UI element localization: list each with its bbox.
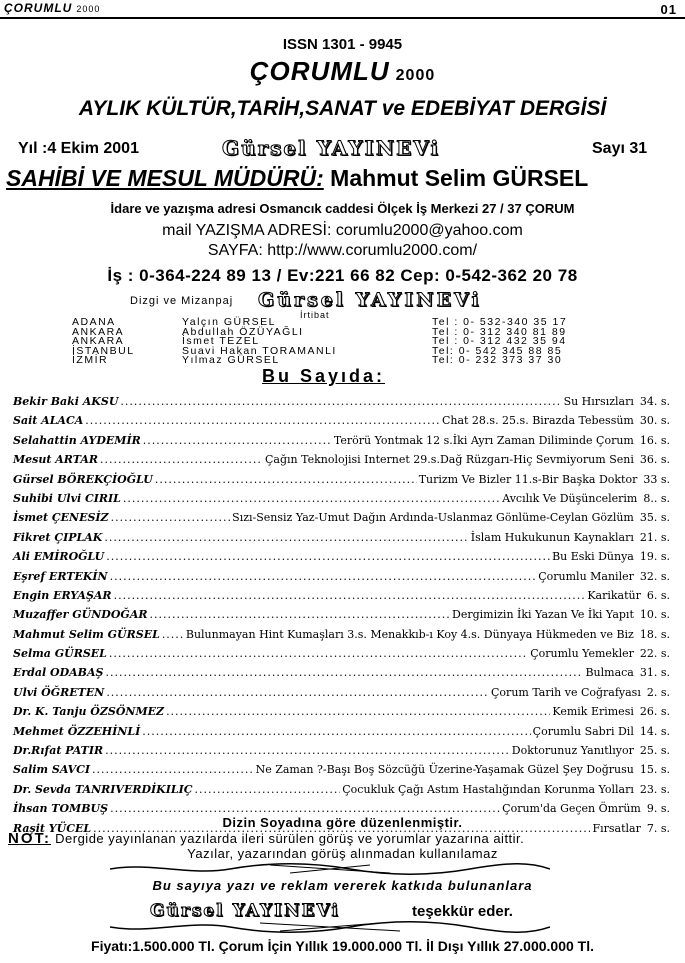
toc-article-title: Bulmaca — [585, 666, 634, 680]
toc-author: Dr.Rıfat PATIR — [13, 744, 104, 758]
toc-page: 34. s. — [639, 395, 670, 408]
thanks-closing: teşekkür eder. — [412, 903, 513, 920]
header-brand-text: ÇORUMLU — [4, 1, 73, 15]
toc-author: İsmet ÇENESİZ — [13, 511, 109, 525]
logo-text: ÇORUMLU — [249, 56, 390, 86]
header-year: 2000 — [76, 4, 101, 14]
toc-row[interactable] — [13, 434, 670, 453]
toc-leader — [166, 705, 550, 718]
decorative-swirl-top — [110, 862, 550, 876]
toc-page: 31. s. — [639, 666, 670, 680]
toc-author: Mehmet ÖZZEHİNLİ — [13, 724, 141, 738]
owner-label: SAHİBİ VE MESUL MÜDÜRÜ: — [6, 165, 324, 191]
toc-page: 9. s. — [646, 802, 670, 816]
toc-row[interactable] — [13, 589, 670, 608]
toc-article-title: Chat 28.s. 25.s. Birazda Tebessüm — [441, 414, 634, 428]
toc-leader — [106, 686, 489, 699]
toc-leader — [100, 453, 263, 466]
toc-leader — [110, 570, 537, 583]
toc-page: 16. s. — [639, 433, 670, 447]
toc-row[interactable] — [13, 763, 670, 782]
toc-author: Mahmut Selim GÜRSEL — [13, 627, 160, 641]
owner-line — [6, 165, 588, 192]
contact-tel: Tel: 0- 542 345 88 85 — [432, 344, 563, 357]
toc-page: 32. s. — [639, 569, 670, 583]
toc-page: 26. s. — [639, 705, 670, 719]
toc-article-title: Doktorunuz Yanıtlıyor — [511, 744, 634, 758]
toc-leader — [150, 608, 451, 621]
toc-article-title: Su Hırsızları — [563, 395, 634, 408]
toc-article-title: Çağın Teknolojisi Internet 29.s.Dağ Rüzgarı-Hiç Sevmiyorum Seni — [264, 453, 634, 467]
address: İdare ve yazışma adresi Osmancık caddesi Ölçek İş Merkezi 27 / 37 ÇORUM — [110, 201, 575, 216]
table-of-contents — [13, 395, 670, 841]
toc-leader — [85, 414, 440, 427]
toc-row[interactable] — [13, 705, 670, 724]
owner-name: Mahmut Selim GÜRSEL — [330, 165, 589, 191]
toc-row[interactable] — [13, 725, 670, 744]
logo-year: 2000 — [395, 67, 436, 84]
toc-leader — [143, 434, 332, 447]
toc-article-title: Çocukluk Çağı Astım Hastalığından Korunma Yolları — [342, 782, 634, 796]
magazine-subtitle: AYLIK KÜLTÜR,TARİH,SANAT ve EDEBİYAT DERGİSİ — [78, 97, 607, 120]
toc-article-title: Çorumlu Sabri Dil — [532, 724, 634, 738]
toc-author: İhsan TOMBUŞ — [13, 802, 109, 816]
toc-author: Muzaffer GÜNDOĞAR — [13, 608, 148, 622]
toc-author: Engin ERYAŞAR — [13, 588, 112, 602]
contact-name: Abdullah ÖZÜYAĞLI — [182, 325, 304, 338]
issue-year: Yıl :4 Ekim 2001 — [18, 140, 139, 157]
toc-article-title: İslam Hukukunun Kaynakları — [470, 530, 634, 544]
contact-row — [72, 356, 632, 366]
toc-author: Salim SAVCI — [13, 763, 91, 777]
toc-row[interactable] — [13, 492, 670, 511]
toc-row[interactable] — [13, 647, 670, 666]
toc-leader — [111, 511, 231, 524]
not-text: Dergide yayınlanan yazılarda ileri sürülen görüş ve yorumlar yazarına aittir. — [55, 831, 525, 846]
contact-tel: Tel : 0- 312 432 35 94 — [432, 335, 567, 347]
toc-article-title: Turizm Ve Bizler 11.s-Bir Başka Doktor — [418, 472, 638, 486]
not-label: NOT: — [8, 830, 51, 847]
price-line: Fiyatı:1.500.000 Tl. Çorum İçin Yıllık 19.000.000 Tl. İl Dışı Yıllık 27.000.000 Tl. — [91, 938, 594, 954]
toc-article-title: Çorumlu Maniler — [538, 569, 634, 583]
not-note — [8, 830, 524, 847]
contacts-list — [72, 318, 632, 366]
order-note: Dizin Soyadına göre düzenlenmiştir. — [222, 815, 463, 830]
toc-author: Ali EMİROĞLU — [13, 550, 105, 564]
contact-city: İSTANBUL — [72, 344, 135, 357]
toc-row[interactable] — [13, 628, 670, 647]
toc-row[interactable] — [13, 783, 670, 802]
toc-leader — [109, 647, 528, 660]
footer-publisher-logo: Gürsel YAYINEVi — [150, 901, 340, 921]
toc-page: 22. s. — [639, 647, 670, 661]
contact-name: Suavi Hakan TORAMANLI — [182, 344, 337, 357]
toc-author: Dr. Sevda TANRIVERDİKILIÇ — [13, 782, 193, 796]
toc-leader — [142, 725, 530, 738]
toc-page: 2. s. — [646, 685, 670, 699]
toc-article-title: Sızı-Sensiz Yaz-Umut Dağın Ardında-Uslanmaz Gönlüme-Ceylan Gözlüm — [232, 511, 634, 525]
toc-author: Suhibi Ulvi CIRIL — [13, 491, 121, 505]
header-rule — [0, 17, 685, 19]
toc-row[interactable] — [13, 531, 670, 550]
toc-article-title: Dergimizin İki Yazan Ve İki Yapıt — [452, 608, 634, 622]
contact-city: İZMİR — [72, 354, 109, 366]
contact-tel: Tel: 0- 232 373 37 30 — [432, 354, 563, 366]
issn: ISSN 1301 - 9945 — [282, 36, 403, 53]
toc-article-title: Avcılık Ve Düşüncelerim — [502, 491, 638, 505]
toc-leader — [105, 666, 583, 679]
dizgi-label: Dizgi ve Mizanpaj — [130, 295, 234, 307]
page-number: 01 — [660, 2, 677, 17]
irtibat-label: İrtibat — [300, 310, 330, 320]
contact-tel: Tel : 0- 532-340 35 17 — [432, 316, 568, 328]
toc-row[interactable] — [13, 570, 670, 589]
toc-leader — [114, 589, 586, 602]
toc-author: Raşit YÜCEL — [13, 821, 92, 835]
toc-article-title: Çorumlu Yemekler — [530, 647, 634, 661]
toc-article-title: Bulunmayan Hint Kumaşları 3.s. Menakkıb-ı Koy 4.s. Dünyaya Hükmeden ve Biz — [185, 627, 634, 641]
toc-leader — [195, 783, 341, 796]
toc-article-title: Çorum'da Geçen Ömrüm — [502, 802, 641, 816]
toc-author: Erdal ODABAŞ — [13, 666, 104, 680]
toc-article-title: Kemik Erimesi — [552, 705, 634, 719]
toc-author: Eşref ERTEKİN — [13, 569, 108, 583]
toc-article-title: Bu Eski Dünya — [552, 550, 634, 564]
toc-leader — [106, 550, 550, 563]
toc-page: 8.. s. — [643, 491, 670, 505]
dizgi-publisher-logo: Gürsel YAYINEVi — [258, 289, 482, 311]
not-text-2: Yazılar, yazarından görüş alınmadan kullanılamaz — [187, 846, 498, 861]
toc-page: 36. s. — [639, 453, 670, 467]
toc-page: 21. s. — [639, 530, 670, 544]
toc-leader — [92, 763, 254, 776]
toc-article-title: Terörü Yontmak 12 s.İki Ayrı Zaman Diliminde Çorum — [333, 433, 634, 447]
contact-name: Yılmaz GÜRSEL — [182, 354, 280, 366]
publisher-logo: Gürsel YAYINEVi — [222, 136, 441, 160]
toc-page: 25. s. — [639, 744, 670, 758]
toc-article-title: Fırsatlar — [592, 821, 641, 835]
toc-row[interactable] — [13, 395, 670, 414]
toc-page: 23. s. — [639, 782, 670, 796]
magazine-logo — [0, 56, 685, 87]
toc-row[interactable] — [13, 453, 670, 472]
toc-title: Bu Sayıda: — [262, 366, 386, 386]
toc-row[interactable] — [13, 608, 670, 627]
toc-author: Sait ALACA — [13, 414, 84, 428]
toc-article-title: Çorum Tarih ve Coğrafyası — [491, 685, 641, 699]
toc-leader — [120, 395, 561, 408]
toc-author: Gürsel BÖREKÇİOĞLU — [13, 472, 153, 486]
toc-page: 14. s. — [639, 724, 670, 738]
toc-row[interactable] — [13, 414, 670, 433]
contact-city: ANKARA — [72, 335, 125, 347]
toc-row[interactable] — [13, 666, 670, 685]
toc-page: 7. s. — [646, 821, 670, 835]
toc-page: 6. s. — [646, 588, 670, 602]
issue-number: Sayı 31 — [592, 140, 648, 157]
mail-address[interactable]: mail YAZIŞMA ADRESİ: corumlu2000@yahoo.com — [162, 222, 523, 239]
toc-row[interactable] — [13, 686, 670, 705]
toc-leader — [162, 628, 184, 641]
toc-article-title: Ne Zaman ?-Başı Boş Sözcüğü Üzerine-Yaşamak Güzel Şey Doğrusu — [255, 763, 634, 777]
contact-tel: Tel : 0- 312 340 81 89 — [432, 325, 567, 338]
contact-name: Yalçın GÜRSEL — [182, 316, 276, 328]
toc-page: 35. s. — [639, 511, 670, 525]
website[interactable]: SAYFA: http://www.corumlu2000.com/ — [207, 242, 478, 259]
toc-author: Dr. K. Tanju ÖZSÖNMEZ — [13, 705, 165, 719]
toc-leader — [105, 744, 510, 757]
toc-page: 10. s. — [639, 608, 670, 622]
toc-page: 19. s. — [639, 550, 670, 564]
toc-author: Mesut ARTAR — [13, 453, 99, 467]
toc-leader — [110, 802, 500, 815]
phone-numbers: İş : 0-364-224 89 13 / Ev:221 66 82 Cep: 0-542-362 20 78 — [107, 266, 578, 285]
toc-leader — [155, 473, 417, 486]
toc-page: 15. s. — [639, 763, 670, 777]
header-brand — [4, 1, 100, 15]
toc-page: 33 s. — [643, 472, 670, 486]
toc-row[interactable] — [13, 511, 670, 530]
toc-page: 30. s. — [639, 414, 670, 428]
toc-row[interactable] — [13, 473, 670, 492]
decorative-swirl-bottom — [110, 920, 550, 934]
toc-row[interactable] — [13, 550, 670, 569]
toc-author: Bekir Baki AKSU — [13, 395, 119, 408]
thanks-note: Bu sayıya yazı ve reklam vererek katkıda bulunanlara — [152, 878, 533, 893]
contact-city: ANKARA — [72, 325, 125, 338]
toc-row[interactable] — [13, 744, 670, 763]
toc-article-title: Karikatür — [587, 588, 641, 602]
toc-author: Fikret ÇIPLAK — [13, 530, 103, 544]
contact-city: ADANA — [72, 316, 116, 328]
toc-author: Selma GÜRSEL — [13, 647, 107, 661]
contact-name: İsmet TEZEL — [182, 335, 260, 347]
toc-page: 18. s. — [639, 627, 670, 641]
toc-author: Selahattin AYDEMİR — [13, 433, 141, 447]
toc-leader — [104, 531, 468, 544]
toc-author: Ulvi ÖĞRETEN — [13, 685, 105, 699]
toc-leader — [123, 492, 500, 505]
